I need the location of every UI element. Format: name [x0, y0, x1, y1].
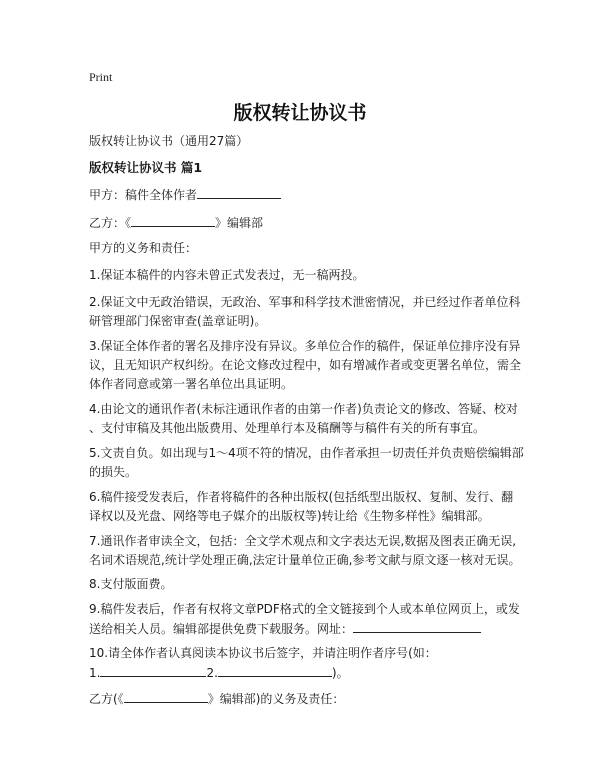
item-6-line-2: 译权以及光盘、网络等电子媒介的出版权等)转让给《生物多样性》编辑部。 — [89, 509, 490, 523]
item-7-line-1: 7.通讯作者审读全文，包括：全文学术观点和文字表达无误,数据及图表正确无误, — [89, 534, 517, 548]
item-9-line-2 — [89, 619, 514, 639]
party-b-blank — [131, 213, 215, 227]
item-7-line-2: 名词术语规范,统计学处理正确,法定计量单位正确,参考文献与原文逐一核对无误。 — [89, 553, 521, 567]
item-10-line-2 — [89, 663, 514, 683]
item-3-line-1: 3.保证全体作者的署名及排序没有异议。多单位合作的稿件，保证单位排序没有异 — [89, 339, 521, 353]
item-8: 8.支付版面费。 — [89, 577, 173, 591]
item-2-line-1: 2.保证文中无政治错误，无政治、军事和科学技术泄密情况，并已经过作者单位科 — [89, 295, 521, 309]
item-3-line-3: 体作者同意或第一署名单位出具证明。 — [89, 377, 294, 391]
item-10-close: )。 — [331, 666, 349, 680]
item-10-line-1: 10.请全体作者认真阅读本协议书后签字，并请注明作者序号(如： — [89, 646, 437, 660]
duties-b-heading — [89, 689, 514, 709]
item-9-line-1: 9.稿件发表后，作者有权将文章PDF格式的全文链接到个人或本单位网页上，或发 — [89, 602, 520, 616]
party-a-line — [89, 185, 514, 205]
signature-2-number: 2. — [206, 666, 218, 680]
website-blank — [353, 619, 481, 633]
party-b-suffix: 》编辑部 — [215, 216, 264, 230]
item-4-line-1: 4.由论文的通讯作者(未标注通讯作者的由第一作者)负责论文的修改、答疑、校对 — [89, 402, 518, 416]
party-a-blank — [197, 185, 281, 199]
section-heading: 版权转让协议书 篇1 — [89, 160, 203, 175]
party-a-label: 甲方：稿件全体作者 — [89, 188, 198, 202]
item-2-line-2: 研管理部门保密审查(盖章证明)。 — [89, 314, 267, 328]
signature-1-number: 1. — [89, 666, 101, 680]
item-6-line-1: 6.稿件接受发表后，作者将稿件的各种出版权(包括纸型出版权、复制、发行、翻 — [89, 490, 514, 504]
duties-a-heading: 甲方的义务和责任： — [89, 241, 198, 255]
duties-b-prefix: 乙方(《 — [89, 692, 124, 706]
duties-b-blank — [124, 689, 208, 703]
print-label: Print — [89, 70, 113, 84]
duties-b-suffix: 》编辑部)的义务及责任： — [207, 692, 345, 706]
item-4-line-2: 、支付审稿及其他出版费用、处理单行本及稿酬等与稿件有关的所有事宜。 — [89, 421, 486, 435]
item-3-line-2: 议，且无知识产权纠纷。在论文修改过程中，如有增减作者或变更署名单位，需全 — [89, 358, 522, 372]
document-title: 版权转让协议书 — [233, 102, 367, 124]
party-b-prefix: 乙方：《 — [89, 216, 132, 230]
item-5-line-1: 5.文责自负。如出现与1～4项不符的情况，由作者承担一切责任并负责赔偿编辑部 — [89, 446, 524, 460]
party-b-line — [89, 213, 514, 233]
signature-2-blank — [218, 663, 332, 677]
item-1: 1.保证本稿件的内容未曾正式发表过，无一稿两投。 — [89, 268, 365, 282]
document-subtitle: 版权转让协议书（通用27篇） — [89, 134, 249, 148]
item-5-line-2: 的损失。 — [89, 465, 138, 479]
signature-1-blank — [100, 663, 206, 677]
item-9-line-2-text: 送给相关人员。编辑部提供免费下载服务。网址： — [89, 622, 354, 636]
